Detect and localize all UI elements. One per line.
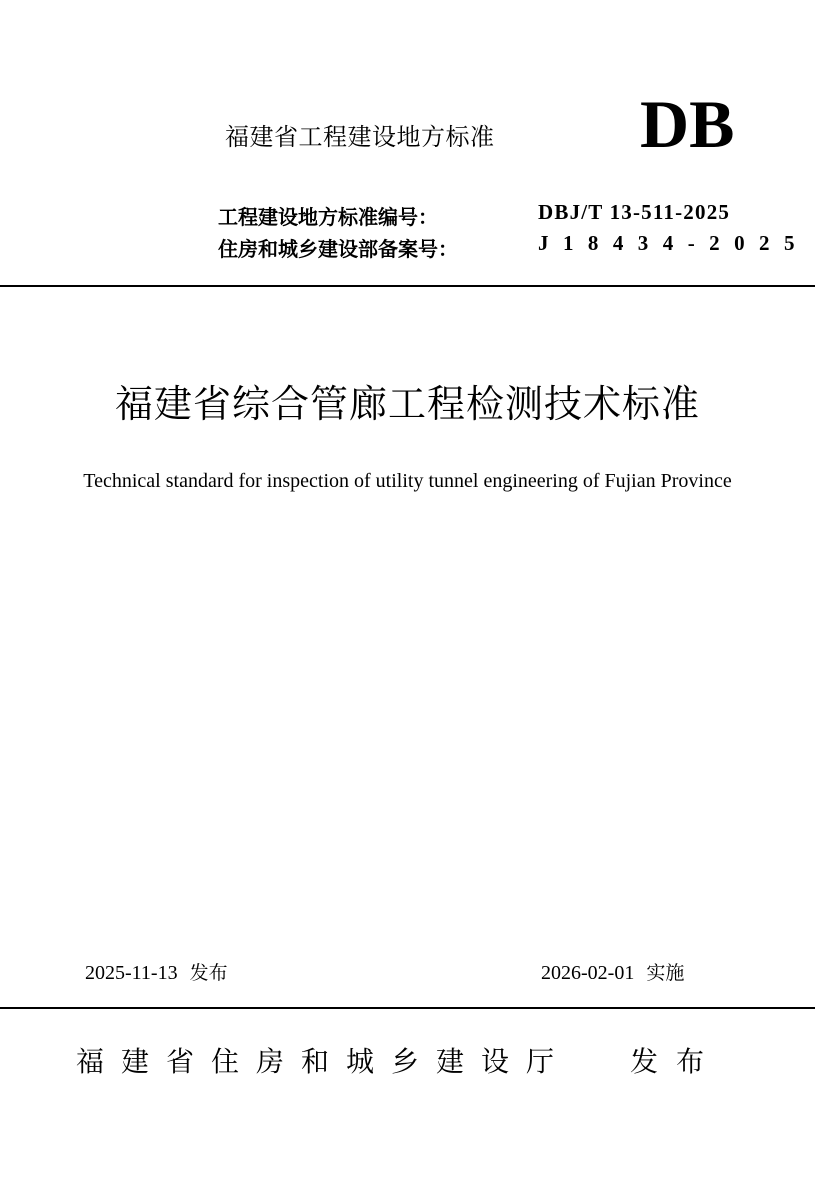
publish-info: [85, 958, 228, 985]
title-english: Technical standard for inspection of utility tunnel engineering of Fujian Province: [83, 470, 732, 492]
implement-date: 2026-02-01: [541, 962, 635, 984]
issuer-name: 福建省住房和城乡建设厅: [76, 1045, 572, 1078]
title-chinese: 福建省综合管廊工程检测技术标准: [114, 382, 700, 426]
record-number-label: 住房和城乡建设部备案号：: [218, 237, 458, 261]
record-number-value: J 1 8 4 3 4 - 2 0 2 5: [538, 231, 800, 255]
local-standard-number-label: 工程建设地方标准编号：: [218, 205, 438, 229]
top-divider: [0, 285, 815, 287]
issuer-action: 发布: [630, 1045, 723, 1078]
publish-date: 2025-11-13: [85, 962, 178, 984]
local-standard-number-value: DBJ/T 13-511-2025: [538, 200, 731, 224]
db-mark: DB: [640, 86, 735, 162]
bottom-divider: [0, 1007, 815, 1009]
standard-type-label: 福建省工程建设地方标准: [225, 123, 495, 151]
publish-word: 发布: [189, 962, 228, 984]
implement-info: [541, 958, 684, 985]
implement-word: 实施: [646, 962, 685, 984]
